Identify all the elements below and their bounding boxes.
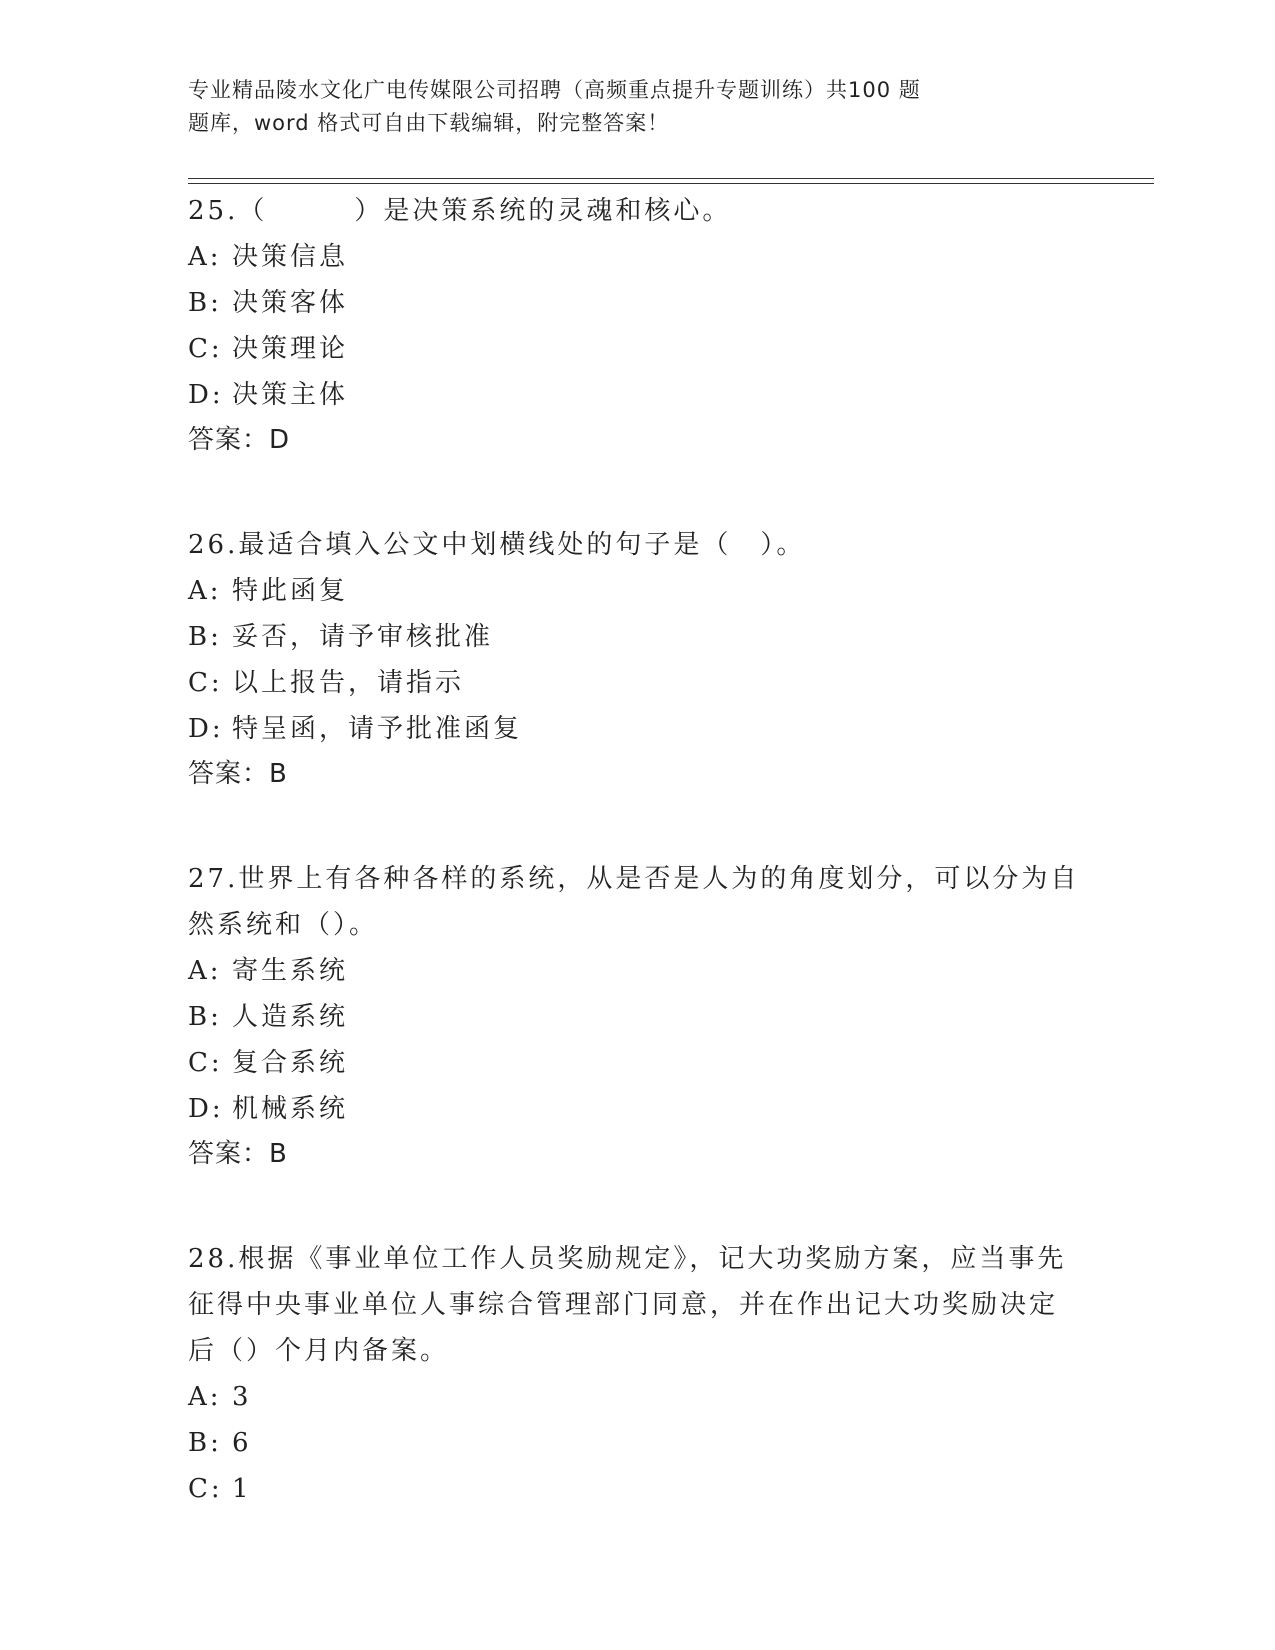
question-stem-line: 后（）个月内备案。 [188, 1336, 450, 1366]
option-letter: B: [188, 288, 222, 318]
answer-option [188, 1086, 1088, 1132]
option-letter: B: [188, 622, 222, 652]
answer-option [188, 614, 1088, 660]
question-spacer [188, 462, 1088, 522]
option-text: 复合系统 [232, 1048, 349, 1078]
option-text: 机械系统 [232, 1094, 349, 1124]
option-letter: C: [188, 668, 223, 698]
header-divider-top [188, 178, 1154, 179]
option-text: 决策主体 [232, 380, 349, 410]
question-stem-line: 27.世界上有各种各样的系统，从是否是人为的角度划分，可以分为自 [188, 864, 1080, 894]
option-letter: A: [188, 1382, 222, 1412]
option-text: 妥否，请予审核批准 [232, 622, 494, 652]
answer-option [188, 1466, 1088, 1512]
question-spacer [188, 796, 1088, 856]
answer-key: 答案：B [188, 1139, 288, 1169]
answer-option [188, 948, 1088, 994]
option-text: 人造系统 [232, 1002, 349, 1032]
question-block [188, 1236, 1088, 1512]
option-letter: C: [188, 1048, 223, 1078]
option-text: 以上报告，请指示 [232, 668, 465, 698]
option-letter: A: [188, 242, 222, 272]
question-block [188, 188, 1088, 462]
option-text: 3 [232, 1382, 252, 1412]
option-text: 特此函复 [232, 576, 349, 606]
option-text: 寄生系统 [232, 956, 349, 986]
answer-option [188, 326, 1088, 372]
option-letter: B: [188, 1002, 222, 1032]
answer-option [188, 660, 1088, 706]
answer-key: 答案：D [188, 425, 291, 455]
option-text: 1 [232, 1474, 252, 1504]
option-text: 6 [232, 1428, 252, 1458]
option-letter: C: [188, 1474, 223, 1504]
question-stem-line: 28.根据《事业单位工作人员奖励规定》，记大功奖励方案，应当事先 [188, 1244, 1067, 1274]
question-stem-line: 然系统和（）。 [188, 910, 379, 940]
question-block [188, 522, 1088, 796]
option-text: 特呈函，请予批准函复 [232, 714, 523, 744]
option-letter: C: [188, 334, 223, 364]
header-title-line-2: 题库，word 格式可自由下载编辑，附完整答案！ [188, 111, 670, 135]
question-list [188, 188, 1088, 1512]
answer-option [188, 1040, 1088, 1086]
answer-option [188, 372, 1088, 418]
option-text: 决策信息 [232, 242, 349, 272]
option-letter: A: [188, 576, 222, 606]
question-stem-line: 征得中央事业单位人事综合管理部门同意，并在作出记大功奖励决定 [188, 1290, 1059, 1320]
option-letter: D: [188, 714, 224, 744]
question-block [188, 856, 1088, 1176]
option-text: 决策理论 [232, 334, 349, 364]
answer-option [188, 568, 1088, 614]
answer-option [188, 1374, 1088, 1420]
header-title-line-1: 专业精品陵水文化广电传媒限公司招聘（高频重点提升专题训练）共100 题 [188, 78, 921, 102]
answer-option [188, 706, 1088, 752]
option-letter: B: [188, 1428, 222, 1458]
header-divider-bottom [188, 183, 1154, 184]
answer-option [188, 280, 1088, 326]
option-letter: D: [188, 1094, 224, 1124]
question-stem-line: 26.最适合填入公文中划横线处的句子是（ ）。 [188, 530, 806, 560]
option-letter: D: [188, 380, 224, 410]
question-stem-line: 25.（ ）是决策系统的灵魂和核心。 [188, 196, 732, 226]
answer-option [188, 234, 1088, 280]
answer-key: 答案：B [188, 759, 288, 789]
answer-option [188, 1420, 1088, 1466]
question-spacer [188, 1176, 1088, 1236]
option-text: 决策客体 [232, 288, 349, 318]
answer-option [188, 994, 1088, 1040]
option-letter: A: [188, 956, 222, 986]
document-header [188, 74, 1008, 140]
